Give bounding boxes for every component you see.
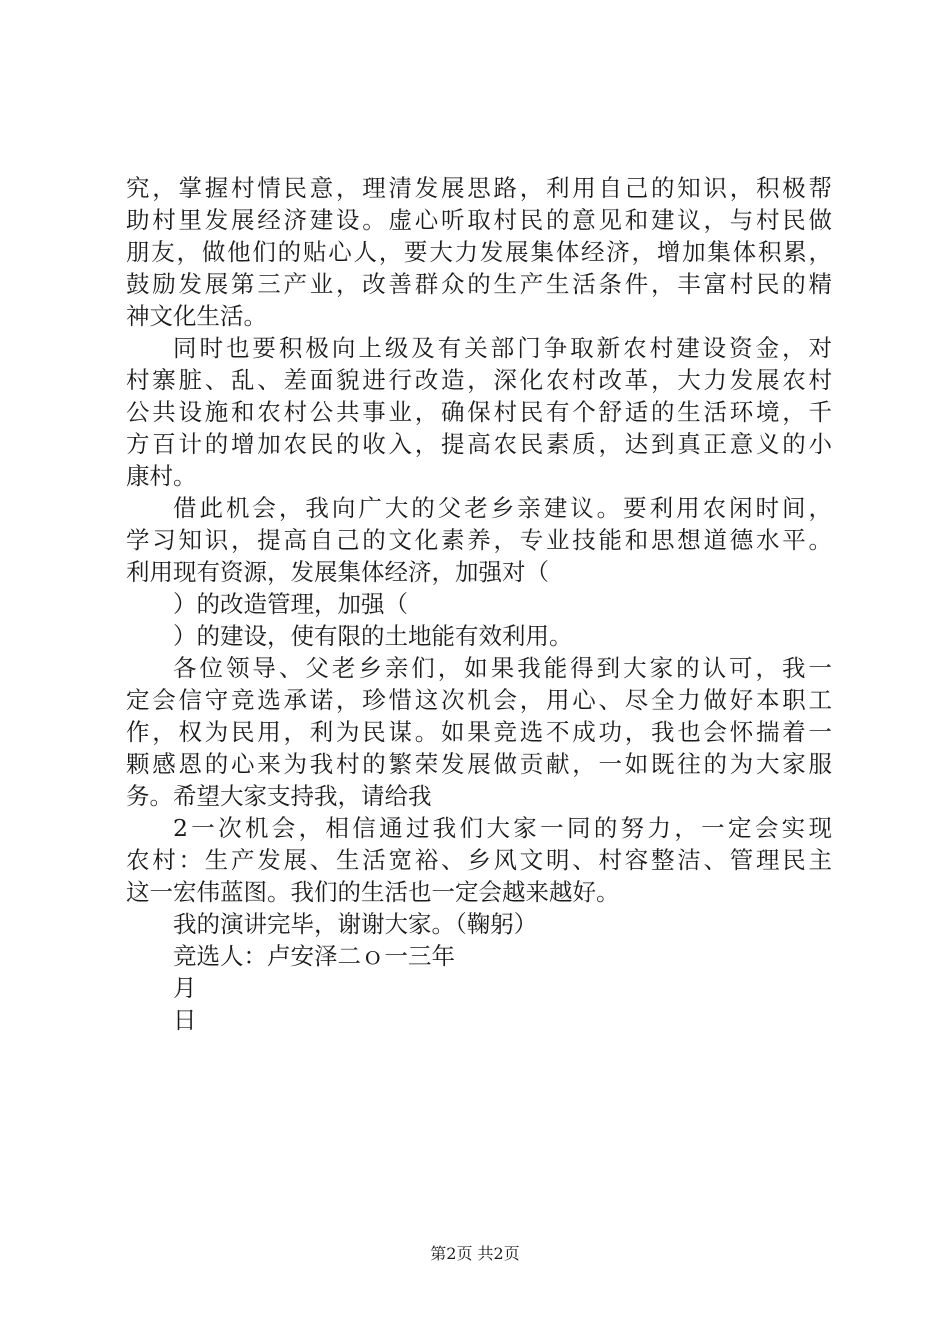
text-line: 鼓励发展第三产业，改善群众的生产生活条件，丰富村民的精 — [126, 270, 832, 298]
signature-line: 竞选人：卢安泽二ｏ一三年 — [173, 942, 455, 970]
text-line: 康村。 — [126, 462, 197, 490]
text-line: 公共设施和农村公共事业，确保村民有个舒适的生活环境，千 — [126, 398, 832, 426]
text-line: 学习知识，提高自己的文化素养，专业技能和思想道德水平。 — [126, 526, 832, 554]
text-line: 作，权为民用，利为民谋。如果竞选不成功，我也会怀揣着一 — [126, 718, 832, 746]
text-line: 村寨脏、乱、差面貌进行改造，深化农村改革，大力发展农村 — [126, 366, 832, 394]
text-line: 这一宏伟蓝图。我们的生活也一定会越来越好。 — [126, 878, 620, 906]
text-line: ）的建设，使有限的土地能有效利用。 — [173, 622, 573, 650]
text-line: 神文化生活。 — [126, 302, 267, 330]
paragraph-start-line: 2一次机会，相信通过我们大家一同的努力，一定会实现 — [173, 814, 832, 842]
page-number-footer: 第2页 共2页 — [430, 1244, 520, 1263]
text-line: 方百计的增加农民的收入，提高农民素质，达到真正意义的小 — [126, 430, 832, 458]
paragraph-start-line: 同时也要积极向上级及有关部门争取新农村建设资金，对 — [173, 334, 832, 362]
text-line: 利用现有资源，发展集体经济，加强对（ — [126, 558, 549, 586]
text-line: 助村里发展经济建设。虚心听取村民的意见和建议，与村民做 — [126, 206, 832, 234]
closing-line: 我的演讲完毕，谢谢大家。（鞠躬） — [173, 910, 538, 938]
text-line: 务。希望大家支持我，请给我 — [126, 782, 432, 810]
text-line: 农村：生产发展、生活宽裕、乡风文明、村容整洁、管理民主 — [126, 846, 832, 874]
document-body — [126, 172, 832, 1036]
paragraph-start-line: 各位领导、父老乡亲们，如果我能得到大家的认可，我一 — [173, 654, 832, 682]
text-line: 颗感恩的心来为我村的繁荣发展做贡献，一如既往的为大家服 — [126, 750, 832, 778]
text-line: 定会信守竞选承诺，珍惜这次机会，用心、尽全力做好本职工 — [126, 686, 832, 714]
text-line: ）的改造管理，加强（ — [173, 590, 408, 618]
date-day-line: 日 — [173, 1006, 197, 1034]
text-line: 究，掌握村情民意，理清发展思路，利用自己的知识，积极帮 — [126, 174, 832, 202]
text-line: 朋友，做他们的贴心人，要大力发展集体经济，增加集体积累， — [126, 238, 832, 266]
paragraph-start-line: 借此机会，我向广大的父老乡亲建议。要利用农闲时间， — [173, 494, 832, 522]
date-month-line: 月 — [173, 974, 197, 1002]
